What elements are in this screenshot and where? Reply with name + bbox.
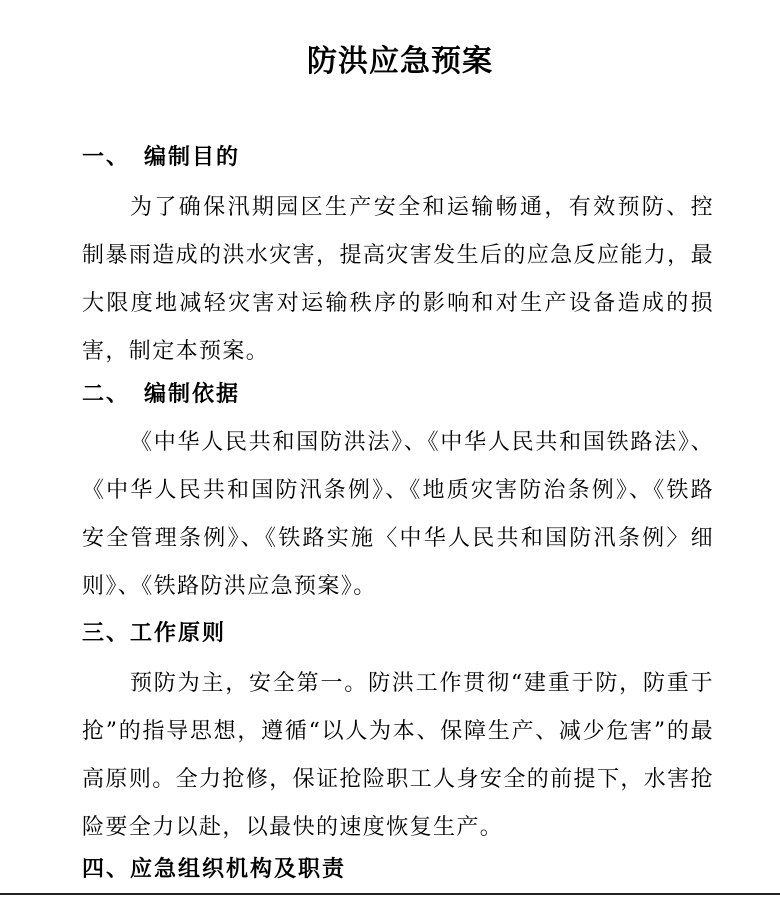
section-heading-text: 工作原则 (130, 621, 227, 646)
section-heading-text: 编制目的 (144, 145, 241, 170)
section-heading-principles (82, 617, 722, 651)
section-body-purpose: 为了确保汛期园区生产安全和运输畅通，有效预防、控制暴雨造成的洪水灾害，提高灾害发生后的应急反应能力，最大限度地减轻灾害对运输秩序的影响和对生产设备造成的损害，制定本预案。 (82, 195, 714, 364)
section-heading-text: 应急组织机构及职责 (130, 857, 347, 882)
page-bottom-rule (0, 893, 780, 895)
section-number: 三、 (82, 621, 131, 646)
section-heading-purpose (82, 141, 722, 175)
section-heading-organization (82, 853, 722, 887)
section-body-principles: 预防为主，安全第一。防洪工作贯彻“建重于防，防重于抢”的指导思想，遵循“以人为本、保障生产、减少危害”的最高原则。全力抢修，保证抢险职工人身安全的前提下，水害抢险要全力以赴，以最快的速度恢复生产。 (82, 671, 714, 840)
section-number: 一、 (82, 145, 131, 170)
section-number: 四、 (82, 857, 131, 882)
section-number: 二、 (82, 382, 131, 407)
section-heading-text: 编制依据 (144, 382, 241, 407)
document-title: 防洪应急预案 (307, 44, 493, 79)
section-body-basis: 《中华人民共和国防洪法》、《中华人民共和国铁路法》、《中华人民共和国防汛条例》、《地质灾害防治条例》、《铁路安全管理条例》、《铁路实施〈中华人民共和国防汛条例〉细则》、《铁路防洪应急预案》。 (82, 430, 714, 599)
section-heading-basis (82, 378, 722, 412)
